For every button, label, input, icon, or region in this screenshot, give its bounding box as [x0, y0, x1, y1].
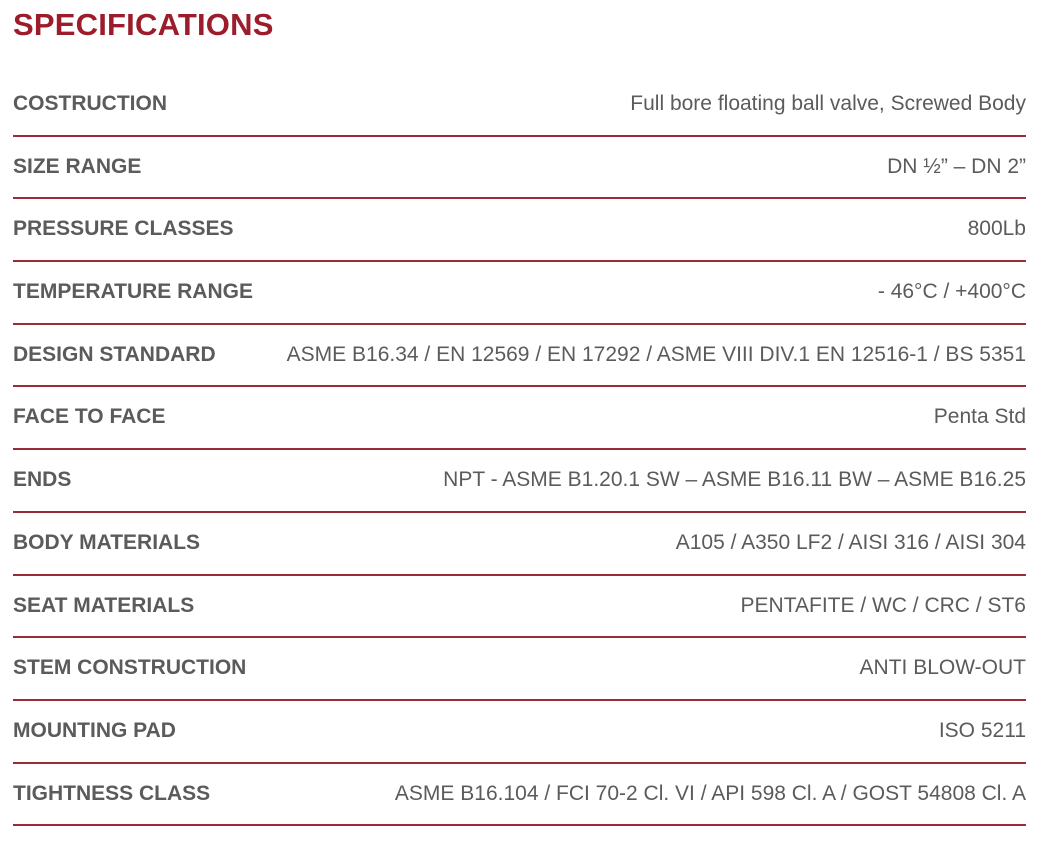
spec-row-face-to-face	[13, 389, 1026, 450]
spec-label: SIZE RANGE	[13, 154, 142, 178]
section-title: SPECIFICATIONS	[13, 7, 274, 42]
spec-label: ENDS	[13, 468, 72, 492]
spec-value: Penta Std	[933, 405, 1026, 429]
spec-value: PENTAFITE / WC / CRC / ST6	[740, 593, 1026, 617]
spec-label: TEMPERATURE RANGE	[13, 280, 253, 304]
spec-value: Full bore floating ball valve, Screwed Body	[630, 92, 1026, 115]
spec-value: DN ½” – DN 2”	[887, 154, 1026, 178]
spec-label: STEM CONSTRUCTION	[13, 656, 247, 680]
spec-table	[13, 76, 1026, 828]
spec-value: ANTI BLOW-OUT	[859, 656, 1026, 680]
spec-label: TIGHTNESS CLASS	[13, 781, 211, 805]
spec-label: COSTRUCTION	[13, 92, 167, 115]
spec-row-pressure-classes	[13, 201, 1026, 262]
spec-value: ASME B16.104 / FCI 70-2 Cl. VI / API 598 Cl. A / GOST 54808 Cl. A	[394, 781, 1026, 805]
spec-label: SEAT MATERIALS	[13, 593, 195, 617]
spec-label: DESIGN STANDARD	[13, 342, 216, 366]
spec-label: MOUNTING PAD	[13, 718, 176, 742]
spec-label: BODY MATERIALS	[13, 530, 201, 554]
spec-row-seat-materials	[13, 578, 1026, 639]
spec-value: - 46°C / +400°C	[877, 280, 1026, 304]
spec-row-mounting-pad	[13, 703, 1026, 764]
spec-label: PRESSURE CLASSES	[13, 217, 234, 241]
spec-value: NPT - ASME B1.20.1 SW – ASME B16.11 BW – ASME B16.25	[443, 468, 1026, 492]
spec-label: FACE TO FACE	[13, 405, 166, 429]
spec-value: ASME B16.34 / EN 12569 / EN 17292 / ASME VIII DIV.1 EN 12516-1 / BS 5351	[286, 342, 1026, 366]
spec-value: 800Lb	[967, 217, 1026, 241]
spec-value: ISO 5211	[938, 718, 1026, 742]
spec-row-construction	[13, 76, 1026, 137]
specifications-section	[13, 0, 1026, 805]
spec-row-size-range	[13, 139, 1026, 200]
spec-row-stem-construction	[13, 640, 1026, 701]
spec-value: A105 / A350 LF2 / AISI 316 / AISI 304	[675, 530, 1026, 554]
spec-row-tightness-class	[13, 766, 1026, 827]
spec-row-temperature-range	[13, 264, 1026, 325]
spec-row-ends	[13, 452, 1026, 513]
spec-row-body-materials	[13, 515, 1026, 576]
spec-row-design-standard	[13, 327, 1026, 388]
